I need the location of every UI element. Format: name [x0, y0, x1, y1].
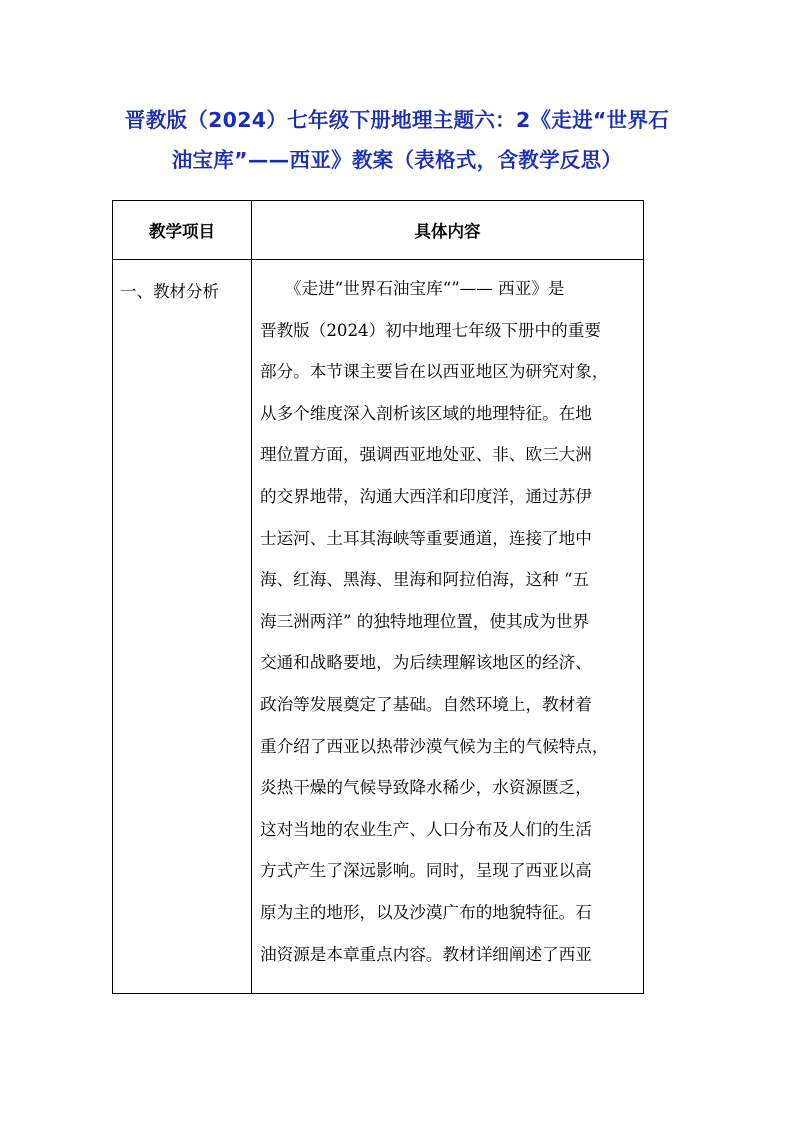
content-line: 重介绍了西亚以热带沙漠气候为主的气候特点， — [260, 736, 609, 756]
header-specific-content: 具体内容 — [252, 201, 644, 260]
content-line: 原为主的地形，以及沙漠广布的地貌特征。石 — [260, 902, 592, 922]
content-line: 从多个维度深入剖析该区域的地理特征。在地 — [260, 403, 592, 423]
row-label-material-analysis: 一、教材分析 — [113, 260, 252, 994]
row-content-material-analysis — [252, 260, 644, 994]
content-line: 士运河、土耳其海峡等重要通道，连接了地中 — [260, 528, 592, 548]
content-line: 油资源是本章重点内容。教材详细阐述了西亚 — [260, 944, 592, 964]
content-line: 部分。本节课主要旨在以西亚地区为研究对象， — [260, 362, 609, 382]
content-line: 晋教版（2024）初中地理七年级下册中的重要 — [260, 320, 601, 340]
content-line: 的交界地带，沟通大西洋和印度洋，通过苏伊 — [260, 486, 592, 506]
content-line: 理位置方面，强调西亚地处亚、非、欧三大洲 — [260, 445, 592, 465]
content-line: 《走进“世界石油宝库“”—— 西亚》是 — [260, 279, 565, 298]
content-line: 交通和战略要地，为后续理解该地区的经济、 — [260, 653, 592, 673]
content-paragraph — [260, 268, 642, 975]
content-line: 海、红海、黑海、里海和阿拉伯海，这种 “五 — [260, 570, 590, 590]
lesson-plan-table — [112, 200, 644, 994]
table-header-row — [113, 201, 644, 260]
document-title — [110, 100, 684, 180]
content-line: 炎热干燥的气候导致降水稀少，水资源匮乏， — [260, 778, 592, 798]
title-line-2: 油宝库”——西亚》教案（表格式，含教学反思） — [171, 148, 623, 172]
content-line: 海三洲两洋” 的独特地理位置，使其成为世界 — [260, 611, 590, 631]
content-line: 这对当地的农业生产、人口分布及人们的生活 — [260, 819, 592, 839]
content-line: 政治等发展奠定了基础。自然环境上，教材着 — [260, 694, 592, 714]
title-line-1: 晋教版（2024）七年级下册地理主题六：2《走进“世界石 — [124, 108, 670, 132]
content-line: 方式产生了深远影响。同时，呈现了西亚以高 — [260, 861, 592, 881]
table-row — [113, 260, 644, 994]
header-teaching-item: 教学项目 — [113, 201, 252, 260]
